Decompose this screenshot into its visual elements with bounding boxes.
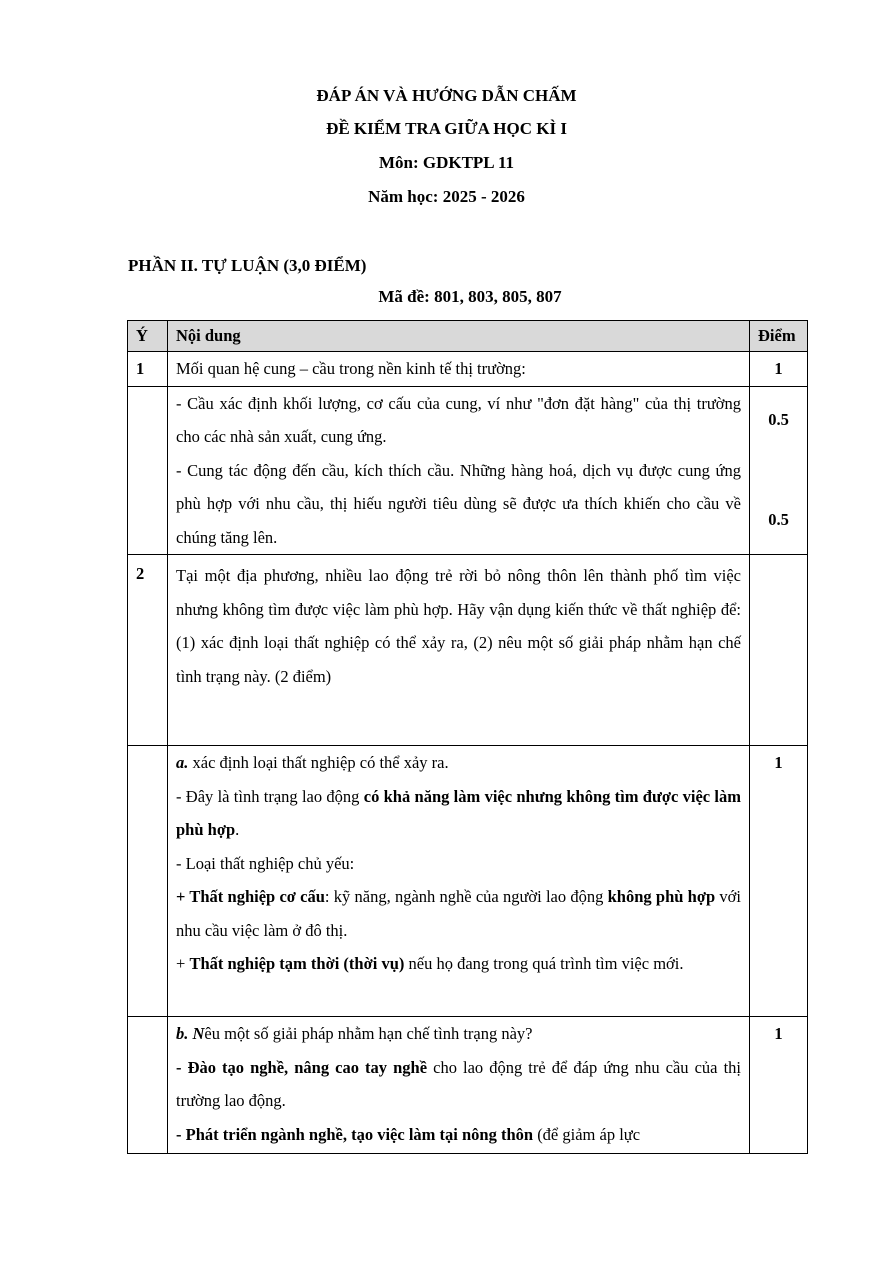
answer-paragraph: + Thất nghiệp cơ cấu: kỹ năng, ngành nghề của người lao động không phù hợp với nhu cầu việc làm ở đô thị.: [176, 887, 741, 940]
row-index: [128, 1017, 168, 1154]
doc-subtitle: ĐỀ KIỂM TRA GIỮA HỌC KÌ I: [326, 119, 567, 138]
answer-table: [127, 320, 808, 1154]
answer-heading: b. Nêu một số giải pháp nhằm hạn chế tình trạng này?: [176, 1024, 533, 1043]
row-points: 1: [750, 352, 808, 387]
row-content: [168, 386, 750, 555]
question-text: Tại một địa phương, nhiều lao động trẻ rời bỏ nông thôn lên thành phố tìm việc nhưng không tìm được việc làm phù hợp. Hãy vận dụng kiến thức về thất nghiệp để: (1) xác định loại thất nghiệp có thể xảy ra, (2) nêu một số giải pháp nhằm hạn chế tình trạng này. (2 điểm): [176, 566, 741, 686]
answer-heading: a. xác định loại thất nghiệp có thể xảy ra.: [176, 753, 449, 772]
row-index: 1: [128, 352, 168, 387]
row-points: [750, 555, 808, 746]
row-index: 2: [128, 555, 168, 746]
header-content: Nội dung: [168, 321, 750, 352]
answer-paragraph: - Cầu xác định khối lượng, cơ cấu của cung, ví như "đơn đặt hàng" của thị trường cho các nhà sản xuất, cung ứng.: [176, 393, 741, 446]
table-row: [128, 1017, 808, 1154]
row-index: [128, 386, 168, 555]
row-points: 1: [750, 746, 808, 1017]
row-content: [168, 555, 750, 746]
points-value: 0.5: [768, 509, 789, 529]
points-value: 0.5: [768, 409, 789, 429]
table-header-row: [128, 321, 808, 352]
row-points: 1: [750, 1017, 808, 1154]
school-year-line: Năm học: 2025 - 2026: [368, 187, 525, 206]
row-content: Mối quan hệ cung – cầu trong nền kinh tế thị trường:: [168, 352, 750, 387]
row-points: [750, 386, 808, 555]
answer-paragraph: + Thất nghiệp tạm thời (thời vụ) nếu họ đang trong quá trình tìm việc mới.: [176, 954, 684, 973]
doc-title: ĐÁP ÁN VÀ HƯỚNG DẪN CHẤM: [316, 86, 577, 105]
answer-paragraph: - Phát triển ngành nghề, tạo việc làm tại nông thôn (để giảm áp lực: [176, 1124, 641, 1144]
subject-line: Môn: GDKTPL 11: [378, 153, 515, 172]
exam-codes: Mã đề: 801, 803, 805, 807: [378, 287, 562, 306]
table-row: [128, 555, 808, 746]
section-title: PHẦN II. TỰ LUẬN (3,0 ĐIỂM): [128, 256, 367, 275]
table-row: [128, 746, 808, 1017]
row-content: [168, 746, 750, 1017]
header-points: Điểm: [750, 321, 808, 352]
answer-paragraph: - Đào tạo nghề, nâng cao tay nghề cho lao động trẻ để đáp ứng nhu cầu của thị trường lao động.: [176, 1057, 741, 1110]
answer-paragraph: - Loại thất nghiệp chủ yếu:: [176, 853, 355, 873]
answer-paragraph: - Cung tác động đến cầu, kích thích cầu. Những hàng hoá, dịch vụ được cung ứng phù hợp với nhu cầu, thị hiếu người tiêu dùng sẽ được ưa thích khiến cho cầu về chúng tăng lên.: [176, 460, 741, 547]
answer-paragraph: - Đây là tình trạng lao động có khả năng làm việc nhưng không tìm được việc làm phù hợp.: [176, 786, 741, 839]
header-y: Ý: [128, 321, 168, 352]
table-row: [128, 386, 808, 555]
table-row: [128, 352, 808, 387]
row-content: [168, 1017, 750, 1154]
row-index: [128, 746, 168, 1017]
